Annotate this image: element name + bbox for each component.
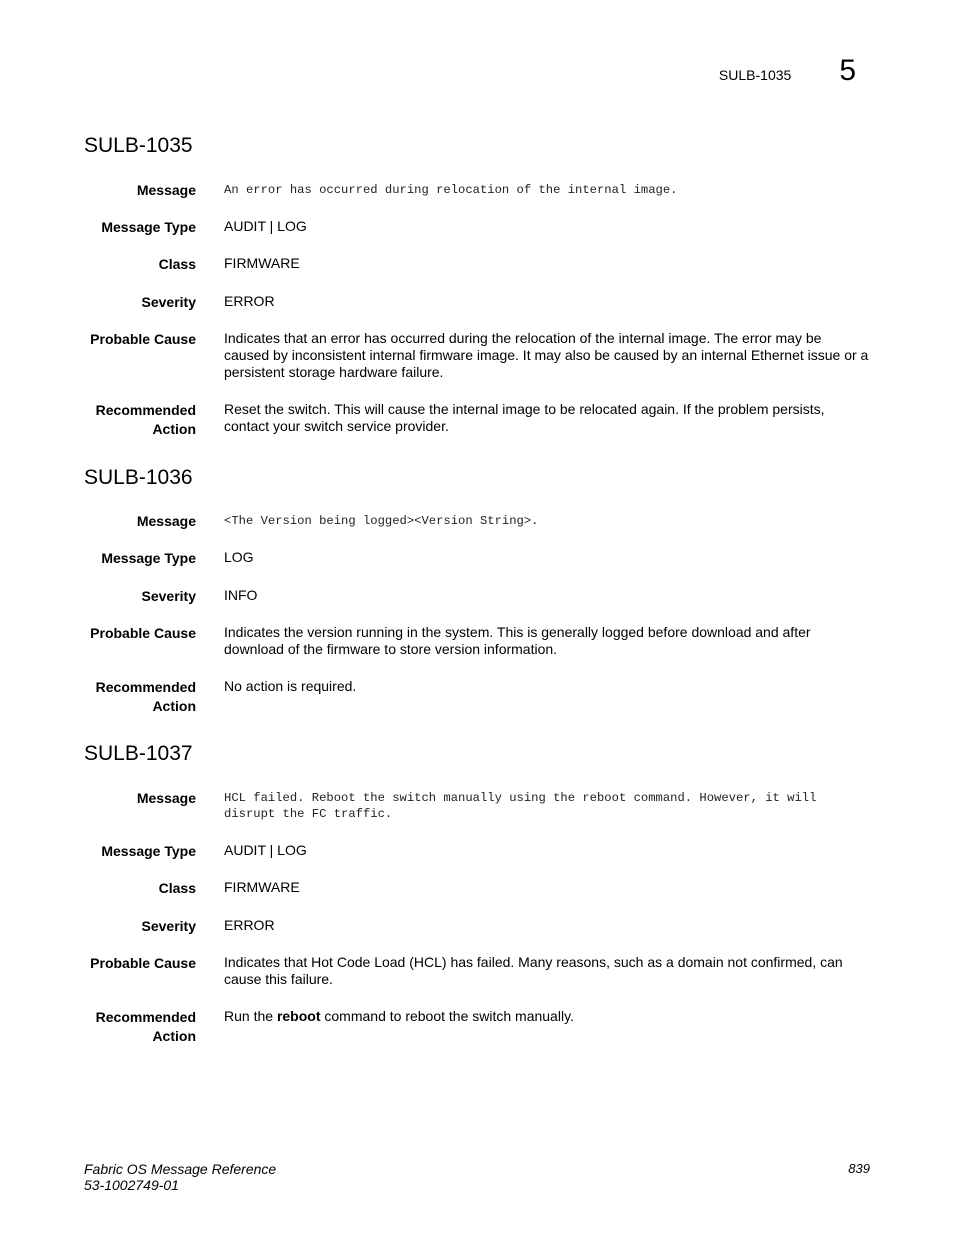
message-label: Message [136,790,196,806]
severity-row [0,917,954,936]
message-type-row [0,218,954,237]
footer-doc-number: 53-1002749-01 [84,1177,179,1193]
severity-value: INFO [224,587,258,603]
severity-value: ERROR [224,293,275,309]
recommended-action-label [0,678,196,716]
section-title: SULB-1037 [84,742,193,765]
recommended-action-label [0,1008,196,1046]
message-type-row [0,549,954,568]
class-row [0,255,954,274]
probable-cause-label: Probable Cause [90,625,196,641]
severity-label: Severity [141,918,196,934]
footer-doc-info [84,1161,276,1193]
section-title: SULB-1035 [84,134,193,157]
message-type-value: AUDIT | LOG [224,218,307,234]
severity-label: Severity [141,588,196,604]
message-type-label: Message Type [101,550,196,566]
message-row [0,181,954,200]
recommended-label-line1: Recommended [95,1009,196,1025]
message-label: Message [136,182,196,198]
message-value: HCL failed. Reboot the switch manually using the reboot command. However, it will disrupt the FC traffic. [224,791,817,821]
recommended-label-line2: Action [152,698,196,714]
probable-cause-value: Indicates that an error has occurred during the relocation of the internal image. The error may be caused by inconsistent internal firmware image. It may also be caused by an internal Ethernet issue or a persistent storage hardware failure. [224,330,869,380]
message-row [0,789,954,821]
probable-cause-row [0,330,954,380]
probable-cause-value: Indicates the version running in the system. This is generally logged before download and after download of the firmware to store version information. [224,624,811,657]
page-number: 839 [848,1161,870,1176]
message-value: An error has occurred during relocation of the internal image. [224,183,678,197]
message-type-value: AUDIT | LOG [224,842,307,858]
severity-label: Severity [141,294,196,310]
message-value: <The Version being logged><Version String>. [224,514,539,528]
recommended-action-label [0,401,196,439]
message-row [0,512,954,531]
class-row [0,879,954,898]
recommended-label-line1: Recommended [95,402,196,418]
recommended-label-line2: Action [152,421,196,437]
recommended-action-value: No action is required. [224,678,357,694]
message-label: Message [136,513,196,529]
class-value: FIRMWARE [224,255,300,271]
message-type-row [0,842,954,861]
recommended-label-line2: Action [152,1028,196,1044]
chapter-number: 5 [839,54,856,87]
message-type-label: Message Type [101,843,196,859]
recommended-action-value [224,1008,870,1025]
running-header-title: SULB-1035 [718,67,792,83]
recommended-action-row [0,678,954,716]
probable-cause-label: Probable Cause [90,331,196,347]
class-label: Class [158,256,196,272]
severity-row [0,293,954,312]
probable-cause-row [0,624,954,657]
probable-cause-row [0,954,954,987]
message-type-label: Message Type [101,219,196,235]
recommended-action-text-pre: Run the [224,1008,277,1024]
class-label: Class [158,880,196,896]
probable-cause-value: Indicates that Hot Code Load (HCL) has failed. Many reasons, such as a domain not confirmed, can cause this failure. [224,954,843,987]
section-title: SULB-1036 [84,466,193,489]
class-value: FIRMWARE [224,879,300,895]
severity-value: ERROR [224,917,275,933]
recommended-action-text-post: command to reboot the switch manually. [320,1008,574,1024]
severity-row [0,587,954,606]
recommended-label-line1: Recommended [95,679,196,695]
footer-doc-title: Fabric OS Message Reference [84,1161,277,1177]
probable-cause-label: Probable Cause [90,955,196,971]
reboot-command: reboot [276,1008,321,1024]
message-type-value: LOG [224,549,254,565]
recommended-action-row [0,1008,954,1046]
running-header [719,56,856,86]
recommended-action-row [0,401,954,439]
recommended-action-value: Reset the switch. This will cause the internal image to be relocated again. If the problem persists, contact your switch service provider. [224,401,825,434]
